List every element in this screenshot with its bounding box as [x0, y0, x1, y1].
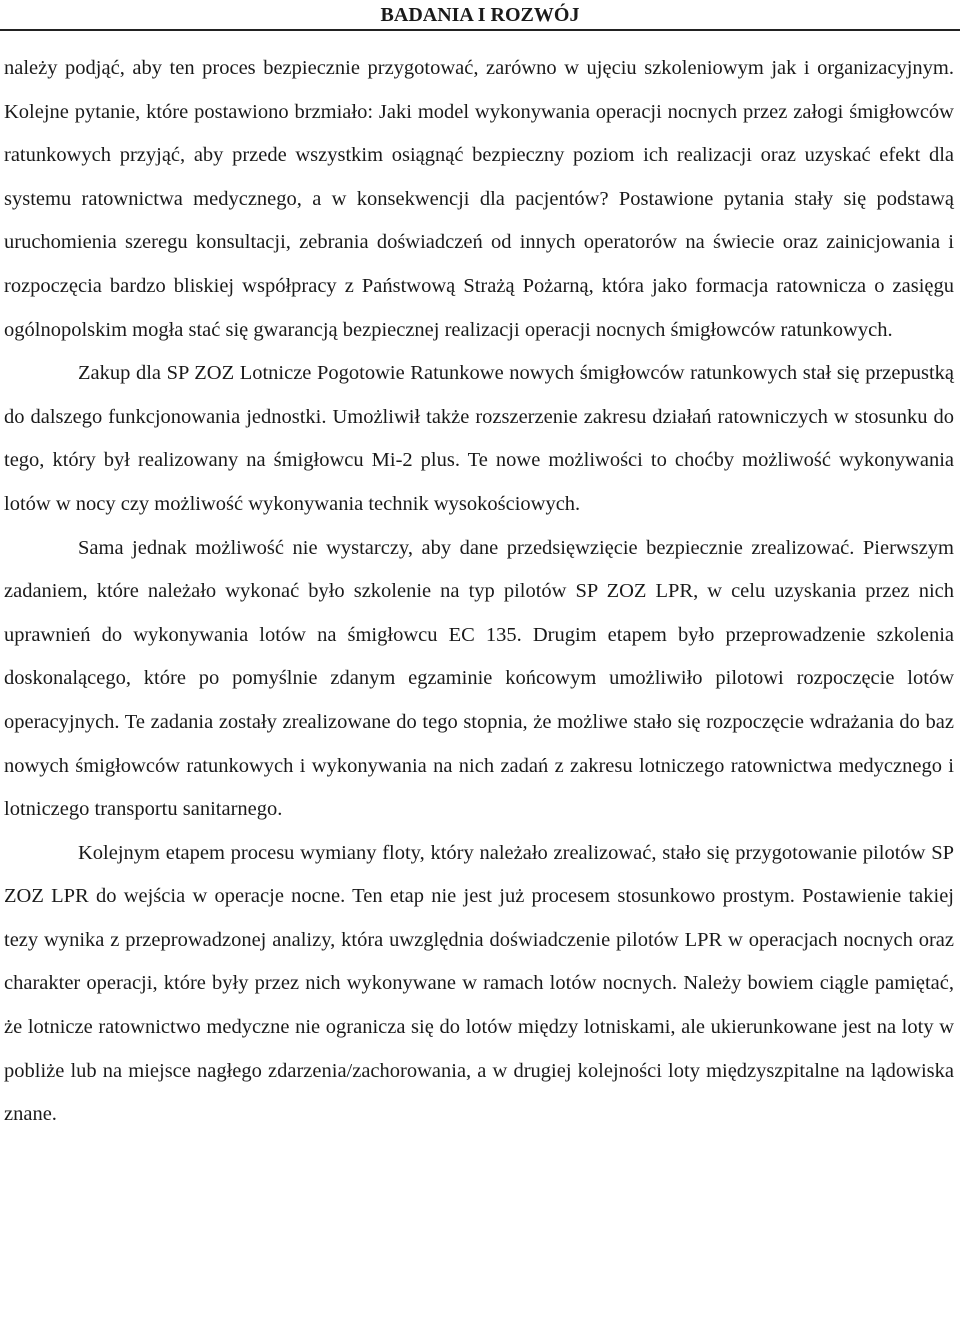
- paragraph: Sama jednak możliwość nie wystarczy, aby dane przedsięwzięcie bezpiecznie zrealizować. Pierwszym zadaniem, które należało wykonać było szkolenie na typ pilotów SP ZOZ LPR, w celu uzyskania przez nich uprawnień do wykonywania lotów na śmigłowcu EC 135. Drugim etapem było przeprowadzenie szkolenia doskonalącego, które po pomyślnie zdanym egzaminie końcowym umożliwiło pilotowi rozpoczęcie lotów operacyjnych. Te zadania zostały zrealizowane do tego stopnia, że możliwe stało się rozpoczęcie wdrażania do baz nowych śmigłowców ratunkowych i wykonywania na nich zadań z zakresu lotniczego ratownictwa medycznego i lotniczego transportu sanitarnego.: [4, 536, 954, 821]
- article-body: [4, 47, 954, 1137]
- paragraph: Kolejnym etapem procesu wymiany floty, który należało zrealizować, stało się przygotowanie pilotów SP ZOZ LPR do wejścia w operacje nocne. Ten etap nie jest już procesem stosunkowo prostym. Postawienie takiej tezy wynika z przeprowadzonej analizy, która uwzględnia doświadczenie pilotów LPR w operacjach nocnych oraz charakter operacji, które były przez nich wykonywane w ramach lotów nocnych. Należy bowiem ciągle pamiętać, że lotnicze ratownictwo medyczne nie ogranicza się do lotów między lotniskami, ale ukierunkowane jest na loty w pobliże lub na miejsce nagłego zdarzenia/zachorowania, a w drugiej kolejności loty międzyszpitalne na lądowiska znane.: [4, 841, 954, 1126]
- running-header: BADANIA I ROZWÓJ: [380, 4, 580, 26]
- paragraph-continuation: należy podjąć, aby ten proces bezpiecznie przygotować, zarówno w ujęciu szkoleniowym jak i organizacyjnym. Kolejne pytanie, które postawiono brzmiało: Jaki model wykonywania operacji nocnych przez załogi śmigłowców ratunkowych przyjąć, aby przede wszystkim osiągnąć bezpieczny poziom ich realizacji oraz uzyskać efekt dla systemu ratownictwa medycznego, a w konsekwencji dla pacjentów? Postawione pytania stały się podstawą uruchomienia szeregu konsultacji, zebrania doświadczeń od innych operatorów na świecie oraz zainicjowania i rozpoczęcia bardzo bliskiej współpracy z Państwową Strażą Pożarną, która jako formacja ratownicza o zasięgu ogólnopolskim mogła stać się gwarancją bezpiecznej realizacji operacji nocnych śmigłowców ratunkowych.: [4, 57, 954, 341]
- header-divider: [0, 29, 960, 31]
- paragraph: Zakup dla SP ZOZ Lotnicze Pogotowie Ratunkowe nowych śmigłowców ratunkowych stał się przepustką do dalszego funkcjonowania jednostki. Umożliwił także rozszerzenie zakresu działań ratowniczych w stosunku do tego, który był realizowany na śmigłowcu Mi-2 plus. Te nowe możliwości to choćby możliwość wykonywania lotów w nocy czy możliwość wykonywania technik wysokościowych.: [4, 362, 954, 515]
